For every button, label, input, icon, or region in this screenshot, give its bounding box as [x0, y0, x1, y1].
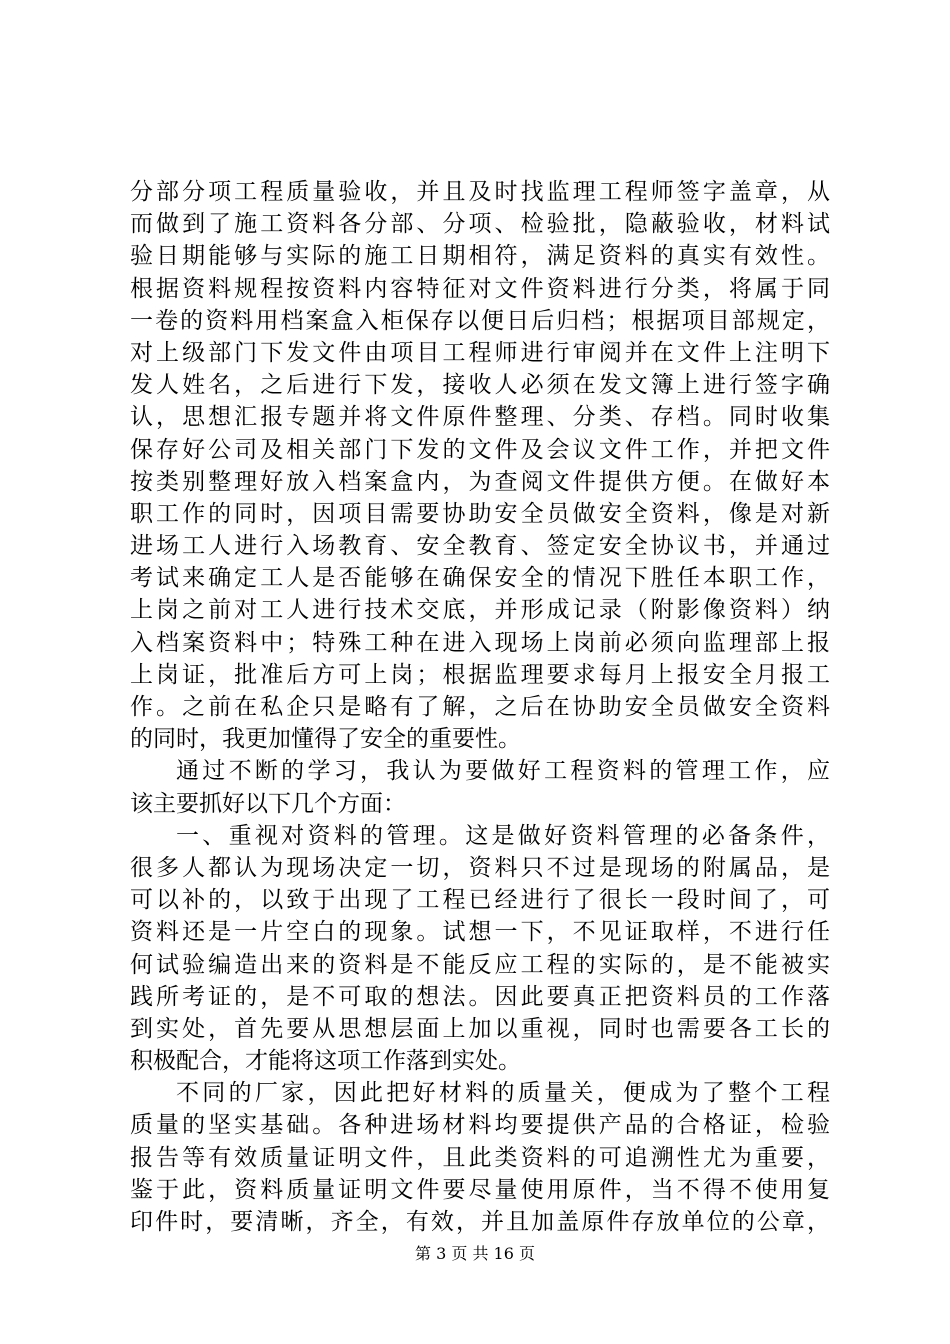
text-line: 按类别整理好放入档案盒内，为查阅文件提供方便。在做好本 — [130, 468, 830, 495]
text-line: 作。之前在私企只是略有了解，之后在协助安全员做安全资料 — [130, 694, 830, 720]
text-line: 认，思想汇报专题并将文件原件整理、分类、存档。同时收集 — [130, 404, 830, 431]
text-line: 到实处，首先要从思想层面上加以重视，同时也需要各工长的 — [130, 1015, 830, 1042]
text-line: 上岗证，批准后方可上岗；根据监理要求每月上报安全月报工 — [130, 661, 830, 688]
text-line: 何试验编造出来的资料是不能反应工程的实际的，是不能被实 — [130, 951, 830, 978]
text-line: 上岗之前对工人进行技术交底，并形成记录（附影像资料）纳 — [130, 597, 830, 624]
text-line: 鉴于此，资料质量证明文件要尽量使用原件，当不得不使用复 — [130, 1176, 830, 1203]
text-line: 保存好公司及相关部门下发的文件及会议文件工作，并把文件 — [130, 436, 830, 463]
text-line: 很多人都认为现场决定一切，资料只不过是现场的附属品，是 — [130, 854, 830, 881]
text-line: 发人姓名，之后进行下发，接收人必须在发文簿上进行签字确 — [130, 372, 830, 399]
text-line: 一卷的资料用档案盒入柜保存以便日后归档；根据项目部规定， — [130, 307, 830, 334]
text-line: 对上级部门下发文件由项目工程师进行审阅并在文件上注明下 — [130, 339, 830, 366]
text-line: 入档案资料中；特殊工种在进入现场上岗前必须向监理部上报 — [130, 629, 830, 656]
text-line: 印件时，要清晰，齐全，有效，并且加盖原件存放单位的公章， — [130, 1209, 830, 1235]
text-line: 而做到了施工资料各分部、分项、检验批，隐蔽验收，材料试 — [130, 211, 830, 238]
text-line: 一、重视对资料的管理。这是做好资料管理的必备条件， — [176, 822, 830, 849]
text-line: 进场工人进行入场教育、安全教育、签定安全协议书，并通过 — [130, 533, 830, 560]
page-footer: 第 3 页 共 16 页 — [415, 1244, 535, 1263]
text-line: 的同时，我更加懂得了安全的重要性。 — [130, 726, 521, 753]
document-body — [130, 176, 830, 1238]
text-line: 验日期能够与实际的施工日期相符，满足资料的真实有效性。 — [130, 243, 830, 270]
text-line: 分部分项工程质量验收，并且及时找监理工程师签字盖章，从 — [130, 179, 830, 205]
text-line: 践所考证的，是不可取的想法。因此要真正把资料员的工作落 — [130, 983, 830, 1010]
text-line: 报告等有效质量证明文件，且此类资料的可追溯性尤为重要， — [130, 1144, 830, 1171]
text-line: 职工作的同时，因项目需要协助安全员做安全资料，像是对新 — [130, 500, 830, 527]
text-line: 该主要抓好以下几个方面： — [130, 790, 406, 817]
text-line: 考试来确定工人是否能够在确保安全的情况下胜任本职工作， — [130, 565, 830, 592]
text-line: 可以补的，以致于出现了工程已经进行了很长一段时间了，可 — [130, 887, 830, 914]
text-line: 不同的厂家，因此把好材料的质量关，便成为了整个工程 — [176, 1080, 830, 1107]
text-line: 资料还是一片空白的现象。试想一下，不见证取样，不进行任 — [130, 919, 830, 946]
text-line: 通过不断的学习，我认为要做好工程资料的管理工作，应 — [176, 758, 830, 785]
text-line: 质量的坚实基础。各种进场材料均要提供产品的合格证，检验 — [130, 1112, 830, 1139]
text-line: 积极配合，才能将这项工作落到实处。 — [130, 1048, 521, 1075]
text-line: 根据资料规程按资料内容特征对文件资料进行分类，将属于同 — [130, 275, 830, 302]
